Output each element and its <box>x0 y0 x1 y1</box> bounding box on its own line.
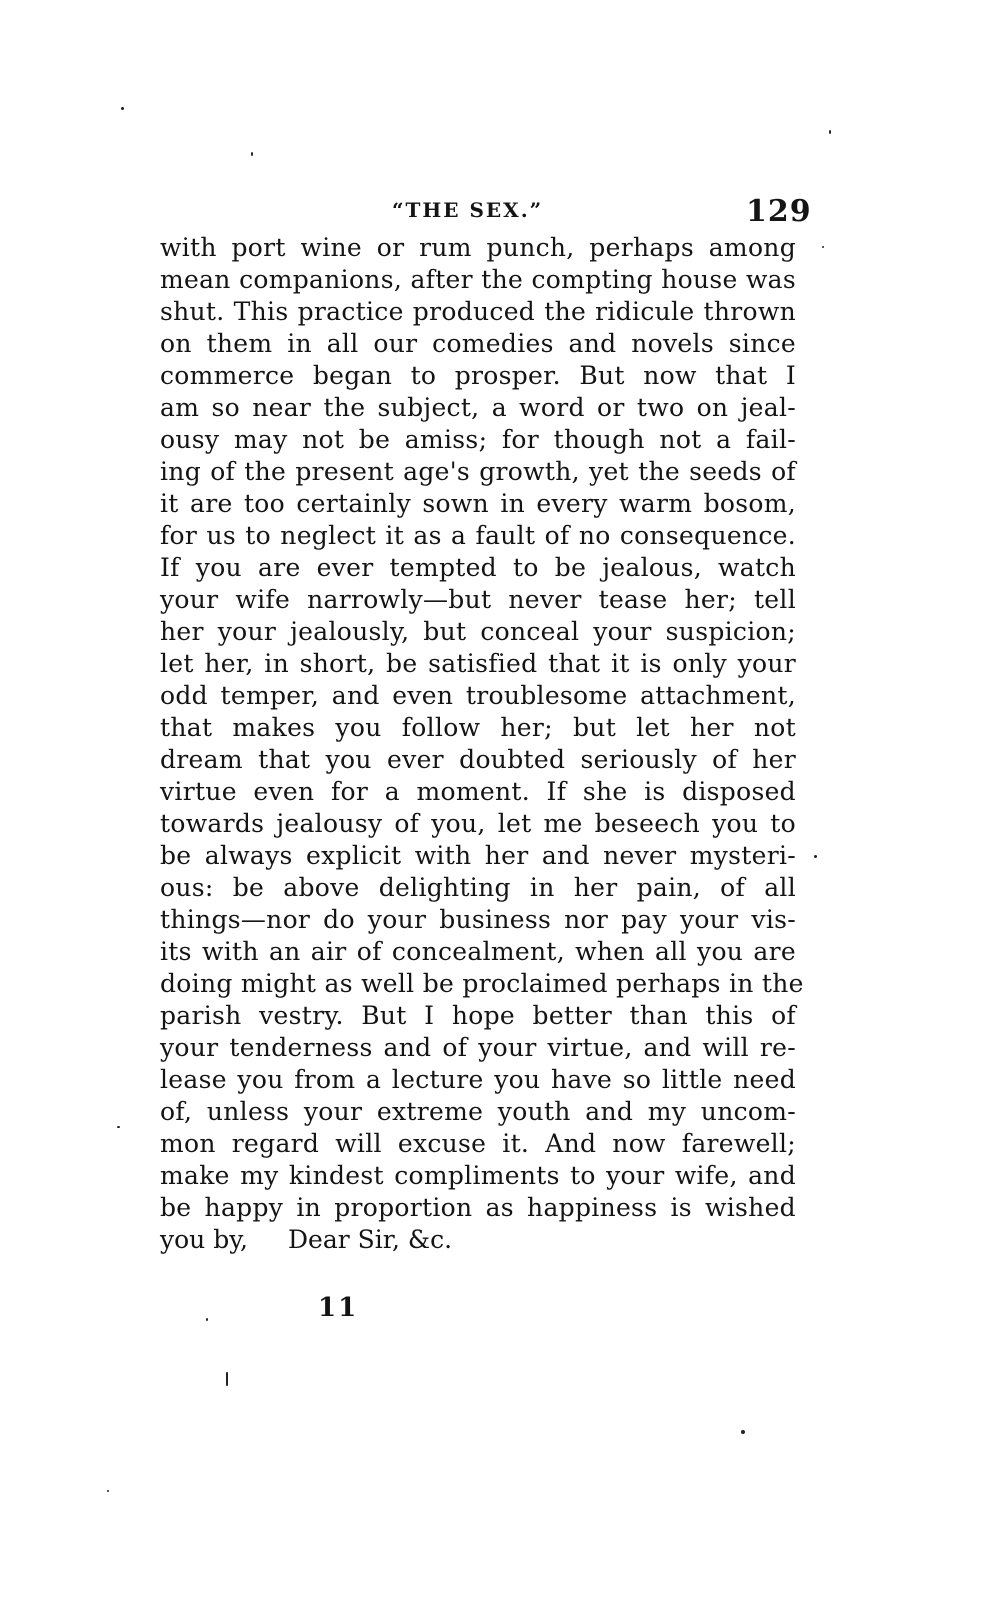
text-line: be happy in proportion as happiness is wished <box>160 1193 796 1222</box>
text-line: virtue even for a moment. If she is disposed <box>160 777 796 806</box>
closing-salutation: Dear Sir, &c. <box>287 1225 453 1254</box>
running-head: “THE SEX.” <box>392 198 544 222</box>
text-line: be always explicit with her and never mysteri- <box>160 841 796 870</box>
closing-line <box>160 1224 796 1256</box>
signature-mark: 11 <box>318 1293 359 1323</box>
text-line: with port wine or rum punch, perhaps among <box>160 233 796 262</box>
scan-speck <box>251 152 253 156</box>
page-number: 129 <box>746 194 812 229</box>
text-line: commerce began to prosper. But now that I <box>160 361 796 390</box>
scan-speck <box>121 107 124 110</box>
text-line: your tenderness and of your virtue, and will re- <box>160 1033 796 1062</box>
text-line: am so near the subject, a word or two on jeal- <box>160 393 796 422</box>
scan-speck <box>822 246 824 248</box>
scan-speck <box>741 1430 745 1434</box>
text-line: shut. This practice produced the ridicule thrown <box>160 297 796 326</box>
scan-speck <box>117 1126 120 1128</box>
text-line: for us to neglect it as a fault of no consequence. <box>160 521 796 550</box>
text-line: of, unless your extreme youth and my uncom- <box>160 1097 796 1126</box>
text-line: If you are ever tempted to be jealous, watch <box>160 553 796 582</box>
scan-speck <box>226 1372 228 1386</box>
text-line: its with an air of concealment, when all you are <box>160 937 796 966</box>
text-line: odd temper, and even troublesome attachment, <box>160 681 796 710</box>
text-line: on them in all our comedies and novels since <box>160 329 796 358</box>
text-line: let her, in short, be satisfied that it is only your <box>160 649 796 678</box>
text-line: it are too certainly sown in every warm bosom, <box>160 489 796 518</box>
text-line: that makes you follow her; but let her not <box>160 713 796 742</box>
text-line: your wife narrowly—but never tease her; tell <box>160 585 796 614</box>
text-line: lease you from a lecture you have so little need <box>160 1065 796 1094</box>
text-line: mean companions, after the compting house was <box>160 265 796 294</box>
text-line: things—nor do your business nor pay your vis- <box>160 905 796 934</box>
scan-speck <box>814 855 817 858</box>
text-line: dream that you ever doubted seriously of her <box>160 745 796 774</box>
text-line: ous: be above delighting in her pain, of all <box>160 873 796 902</box>
text-line: her your jealously, but conceal your suspicion; <box>160 617 796 646</box>
text-line: doing might as well be proclaimed perhaps in the <box>160 969 804 998</box>
letter-body <box>160 232 804 1256</box>
text-line: ing of the present age's growth, yet the seeds of <box>160 457 796 486</box>
scan-speck <box>107 1490 109 1492</box>
closing-line-start: you by, <box>160 1225 248 1254</box>
scan-speck <box>206 1318 208 1321</box>
scan-speck <box>829 130 831 134</box>
text-line: ousy may not be amiss; for though not a fail- <box>160 425 796 454</box>
text-line: mon regard will excuse it. And now farewell; <box>160 1129 796 1158</box>
text-line: make my kindest compliments to your wife, and <box>160 1161 796 1190</box>
text-line: towards jealousy of you, let me beseech you to <box>160 809 796 838</box>
text-line: parish vestry. But I hope better than this of <box>160 1001 796 1030</box>
